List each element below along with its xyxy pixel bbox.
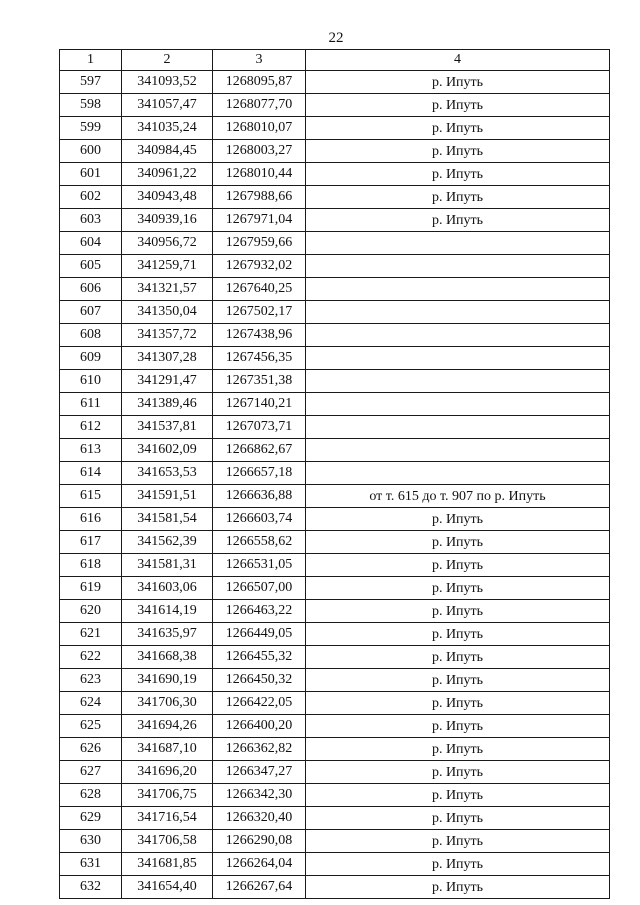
point-number-cell: 610 xyxy=(60,370,122,393)
point-number-cell: 631 xyxy=(60,853,122,876)
table-row xyxy=(60,462,610,485)
description-cell: р. Ипуть xyxy=(306,531,610,554)
table-body xyxy=(60,71,610,899)
table-row xyxy=(60,531,610,554)
coordinate-1-cell: 341581,54 xyxy=(122,508,213,531)
point-number-cell: 608 xyxy=(60,324,122,347)
page-number: 22 xyxy=(328,30,344,46)
table-row xyxy=(60,715,610,738)
coordinate-1-cell: 341562,39 xyxy=(122,531,213,554)
description-cell xyxy=(306,347,610,370)
coordinate-1-cell: 341654,40 xyxy=(122,876,213,899)
description-cell: р. Ипуть xyxy=(306,623,610,646)
coordinate-1-cell: 341093,52 xyxy=(122,71,213,94)
header-col-2: 2 xyxy=(122,50,213,71)
point-number-cell: 615 xyxy=(60,485,122,508)
description-cell: р. Ипуть xyxy=(306,807,610,830)
description-cell xyxy=(306,232,610,255)
description-cell: р. Ипуть xyxy=(306,209,610,232)
point-number-cell: 598 xyxy=(60,94,122,117)
point-number-cell: 632 xyxy=(60,876,122,899)
coordinate-1-cell: 341687,10 xyxy=(122,738,213,761)
table-row xyxy=(60,485,610,508)
description-cell: р. Ипуть xyxy=(306,646,610,669)
coordinate-2-cell: 1266400,20 xyxy=(213,715,306,738)
coordinate-1-cell: 341690,19 xyxy=(122,669,213,692)
coordinate-2-cell: 1267438,96 xyxy=(213,324,306,347)
coordinate-1-cell: 340984,45 xyxy=(122,140,213,163)
coordinate-2-cell: 1266862,67 xyxy=(213,439,306,462)
coordinate-1-cell: 341681,85 xyxy=(122,853,213,876)
point-number-cell: 626 xyxy=(60,738,122,761)
coordinate-2-cell: 1268010,44 xyxy=(213,163,306,186)
description-cell: р. Ипуть xyxy=(306,669,610,692)
point-number-cell: 616 xyxy=(60,508,122,531)
table-row xyxy=(60,94,610,117)
coordinate-1-cell: 341035,24 xyxy=(122,117,213,140)
header-col-4: 4 xyxy=(306,50,610,71)
point-number-cell: 613 xyxy=(60,439,122,462)
description-cell: р. Ипуть xyxy=(306,761,610,784)
coordinate-2-cell: 1267959,66 xyxy=(213,232,306,255)
description-cell xyxy=(306,439,610,462)
coordinate-2-cell: 1267988,66 xyxy=(213,186,306,209)
coordinate-2-cell: 1266636,88 xyxy=(213,485,306,508)
coordinate-1-cell: 341307,28 xyxy=(122,347,213,370)
description-cell xyxy=(306,462,610,485)
table-row xyxy=(60,439,610,462)
coordinate-2-cell: 1267640,25 xyxy=(213,278,306,301)
description-cell xyxy=(306,370,610,393)
point-number-cell: 600 xyxy=(60,140,122,163)
description-cell: от т. 615 до т. 907 по р. Ипуть xyxy=(306,485,610,508)
point-number-cell: 620 xyxy=(60,600,122,623)
description-cell: р. Ипуть xyxy=(306,140,610,163)
table-row xyxy=(60,209,610,232)
table-row xyxy=(60,324,610,347)
point-number-cell: 601 xyxy=(60,163,122,186)
coordinate-2-cell: 1266463,22 xyxy=(213,600,306,623)
description-cell xyxy=(306,324,610,347)
table-row xyxy=(60,761,610,784)
description-cell: р. Ипуть xyxy=(306,577,610,600)
coordinate-2-cell: 1266320,40 xyxy=(213,807,306,830)
table-row xyxy=(60,163,610,186)
coordinate-1-cell: 341706,30 xyxy=(122,692,213,715)
table-row xyxy=(60,278,610,301)
point-number-cell: 624 xyxy=(60,692,122,715)
coordinate-1-cell: 341602,09 xyxy=(122,439,213,462)
description-cell: р. Ипуть xyxy=(306,508,610,531)
point-number-cell: 612 xyxy=(60,416,122,439)
table-row xyxy=(60,416,610,439)
table-row xyxy=(60,623,610,646)
table-row xyxy=(60,347,610,370)
coordinate-2-cell: 1268077,70 xyxy=(213,94,306,117)
coordinate-2-cell: 1266507,00 xyxy=(213,577,306,600)
table-row xyxy=(60,784,610,807)
coordinate-1-cell: 341716,54 xyxy=(122,807,213,830)
coordinate-1-cell: 341653,53 xyxy=(122,462,213,485)
description-cell: р. Ипуть xyxy=(306,117,610,140)
table-row xyxy=(60,301,610,324)
coordinate-2-cell: 1266362,82 xyxy=(213,738,306,761)
description-cell xyxy=(306,416,610,439)
point-number-cell: 611 xyxy=(60,393,122,416)
table-row xyxy=(60,232,610,255)
point-number-cell: 629 xyxy=(60,807,122,830)
table-row xyxy=(60,600,610,623)
description-cell: р. Ипуть xyxy=(306,692,610,715)
description-cell: р. Ипуть xyxy=(306,853,610,876)
coordinate-2-cell: 1266267,64 xyxy=(213,876,306,899)
table-row xyxy=(60,71,610,94)
point-number-cell: 599 xyxy=(60,117,122,140)
coordinate-2-cell: 1266450,32 xyxy=(213,669,306,692)
table-row xyxy=(60,669,610,692)
coordinate-2-cell: 1266422,05 xyxy=(213,692,306,715)
coordinate-1-cell: 341591,51 xyxy=(122,485,213,508)
coordinate-2-cell: 1266558,62 xyxy=(213,531,306,554)
table-row xyxy=(60,140,610,163)
coordinate-1-cell: 340943,48 xyxy=(122,186,213,209)
point-number-cell: 617 xyxy=(60,531,122,554)
point-number-cell: 614 xyxy=(60,462,122,485)
coordinate-2-cell: 1268095,87 xyxy=(213,71,306,94)
coordinate-2-cell: 1267073,71 xyxy=(213,416,306,439)
table-row xyxy=(60,830,610,853)
table-row xyxy=(60,853,610,876)
coordinate-2-cell: 1267932,02 xyxy=(213,255,306,278)
point-number-cell: 618 xyxy=(60,554,122,577)
table-row xyxy=(60,186,610,209)
coordinate-2-cell: 1267971,04 xyxy=(213,209,306,232)
coordinate-1-cell: 341668,38 xyxy=(122,646,213,669)
coordinate-1-cell: 341537,81 xyxy=(122,416,213,439)
table-row xyxy=(60,255,610,278)
coordinate-1-cell: 341696,20 xyxy=(122,761,213,784)
coordinate-2-cell: 1267502,17 xyxy=(213,301,306,324)
coordinate-2-cell: 1266455,32 xyxy=(213,646,306,669)
coordinate-2-cell: 1266657,18 xyxy=(213,462,306,485)
table-row xyxy=(60,807,610,830)
table-row xyxy=(60,738,610,761)
point-number-cell: 627 xyxy=(60,761,122,784)
coordinate-2-cell: 1267140,21 xyxy=(213,393,306,416)
table-row xyxy=(60,554,610,577)
table-header-row xyxy=(60,50,610,71)
point-number-cell: 605 xyxy=(60,255,122,278)
point-number-cell: 622 xyxy=(60,646,122,669)
header-col-1: 1 xyxy=(60,50,122,71)
description-cell: р. Ипуть xyxy=(306,163,610,186)
coordinate-2-cell: 1266449,05 xyxy=(213,623,306,646)
description-cell: р. Ипуть xyxy=(306,830,610,853)
coordinate-1-cell: 340939,16 xyxy=(122,209,213,232)
point-number-cell: 606 xyxy=(60,278,122,301)
description-cell: р. Ипуть xyxy=(306,600,610,623)
coordinate-1-cell: 340961,22 xyxy=(122,163,213,186)
description-cell: р. Ипуть xyxy=(306,71,610,94)
table-row xyxy=(60,692,610,715)
point-number-cell: 607 xyxy=(60,301,122,324)
point-number-cell: 609 xyxy=(60,347,122,370)
point-number-cell: 630 xyxy=(60,830,122,853)
table-row xyxy=(60,577,610,600)
table-row xyxy=(60,117,610,140)
point-number-cell: 619 xyxy=(60,577,122,600)
coordinate-2-cell: 1266531,05 xyxy=(213,554,306,577)
description-cell: р. Ипуть xyxy=(306,94,610,117)
description-cell xyxy=(306,278,610,301)
coordinate-2-cell: 1267456,35 xyxy=(213,347,306,370)
coordinate-1-cell: 341350,04 xyxy=(122,301,213,324)
coordinate-2-cell: 1268010,07 xyxy=(213,117,306,140)
point-number-cell: 625 xyxy=(60,715,122,738)
table-row xyxy=(60,393,610,416)
coordinate-2-cell: 1266603,74 xyxy=(213,508,306,531)
description-cell: р. Ипуть xyxy=(306,554,610,577)
description-cell: р. Ипуть xyxy=(306,186,610,209)
coordinate-1-cell: 341259,71 xyxy=(122,255,213,278)
description-cell: р. Ипуть xyxy=(306,738,610,761)
coordinate-1-cell: 341357,72 xyxy=(122,324,213,347)
point-number-cell: 602 xyxy=(60,186,122,209)
description-cell: р. Ипуть xyxy=(306,715,610,738)
coordinate-1-cell: 341057,47 xyxy=(122,94,213,117)
coordinate-1-cell: 340956,72 xyxy=(122,232,213,255)
coordinate-1-cell: 341389,46 xyxy=(122,393,213,416)
coordinate-1-cell: 341321,57 xyxy=(122,278,213,301)
coordinate-2-cell: 1266342,30 xyxy=(213,784,306,807)
description-cell xyxy=(306,301,610,324)
coordinate-2-cell: 1268003,27 xyxy=(213,140,306,163)
description-cell xyxy=(306,255,610,278)
table-row xyxy=(60,370,610,393)
coordinate-1-cell: 341603,06 xyxy=(122,577,213,600)
coordinates-table xyxy=(59,49,610,899)
coordinate-1-cell: 341635,97 xyxy=(122,623,213,646)
point-number-cell: 604 xyxy=(60,232,122,255)
point-number-cell: 603 xyxy=(60,209,122,232)
table-row xyxy=(60,508,610,531)
point-number-cell: 628 xyxy=(60,784,122,807)
description-cell: р. Ипуть xyxy=(306,784,610,807)
coordinate-2-cell: 1267351,38 xyxy=(213,370,306,393)
coordinate-1-cell: 341581,31 xyxy=(122,554,213,577)
point-number-cell: 623 xyxy=(60,669,122,692)
description-cell xyxy=(306,393,610,416)
point-number-cell: 597 xyxy=(60,71,122,94)
point-number-cell: 621 xyxy=(60,623,122,646)
header-col-3: 3 xyxy=(213,50,306,71)
coordinate-1-cell: 341694,26 xyxy=(122,715,213,738)
coordinate-1-cell: 341614,19 xyxy=(122,600,213,623)
description-cell: р. Ипуть xyxy=(306,876,610,899)
coordinate-2-cell: 1266290,08 xyxy=(213,830,306,853)
coordinate-2-cell: 1266347,27 xyxy=(213,761,306,784)
coordinate-1-cell: 341706,58 xyxy=(122,830,213,853)
table-row xyxy=(60,646,610,669)
coordinate-1-cell: 341706,75 xyxy=(122,784,213,807)
table-row xyxy=(60,876,610,899)
coordinate-1-cell: 341291,47 xyxy=(122,370,213,393)
coordinate-2-cell: 1266264,04 xyxy=(213,853,306,876)
